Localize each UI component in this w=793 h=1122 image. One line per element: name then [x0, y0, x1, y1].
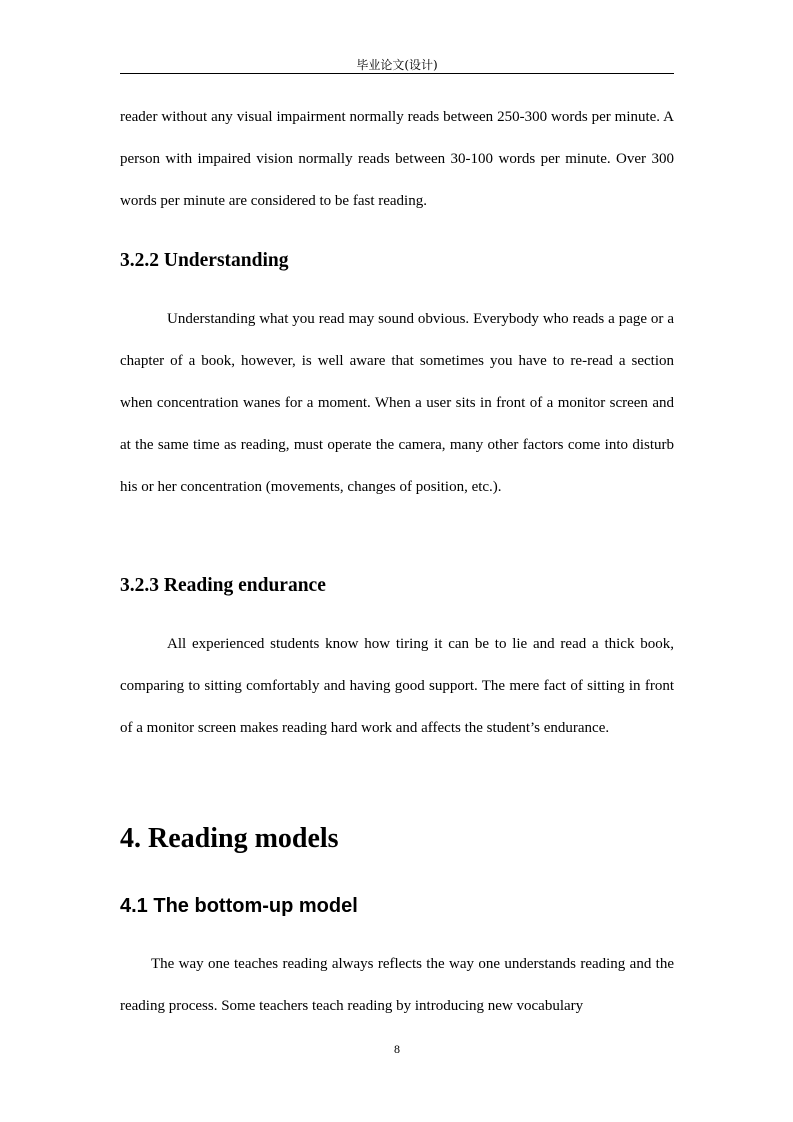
running-header: 毕业论文(设计) — [356, 58, 438, 72]
understanding-paragraph: Understanding what you read may sound obvious. Everybody who reads a page or a chapter of a book, however, is well aware that sometimes you have to re-read a section when concentration wanes for a moment. When a user sits in front of a monitor screen and at the same time as reading, must operate the camera, many other factors come into disturb his or her concentration (movements, changes of position, etc.). — [120, 311, 674, 495]
chapter-heading-reading-models: 4. Reading models — [120, 823, 339, 854]
bottom-up-paragraph: The way one teaches reading always reflects the way one understands reading and the reading process. Some teachers teach reading by introducing new vocabulary — [120, 956, 674, 1014]
intro-paragraph: reader without any visual impairment normally reads between 250-300 words per minute. A person with impaired vision normally reads between 30-100 words per minute. Over 300 words per minute are considered to be fast reading. — [120, 109, 674, 209]
section-heading-understanding: 3.2.2 Understanding — [120, 250, 289, 271]
page-number: 8 — [394, 1042, 400, 1056]
section-heading-bottom-up-model: 4.1 The bottom-up model — [120, 895, 358, 917]
header-rule — [120, 73, 674, 74]
reading-endurance-paragraph: All experienced students know how tiring it can be to lie and read a thick book, comparing to sitting comfortably and having good support. The mere fact of sitting in front of a monitor screen makes reading hard work and affects the student’s endurance. — [120, 636, 674, 736]
section-heading-reading-endurance: 3.2.3 Reading endurance — [120, 575, 326, 596]
